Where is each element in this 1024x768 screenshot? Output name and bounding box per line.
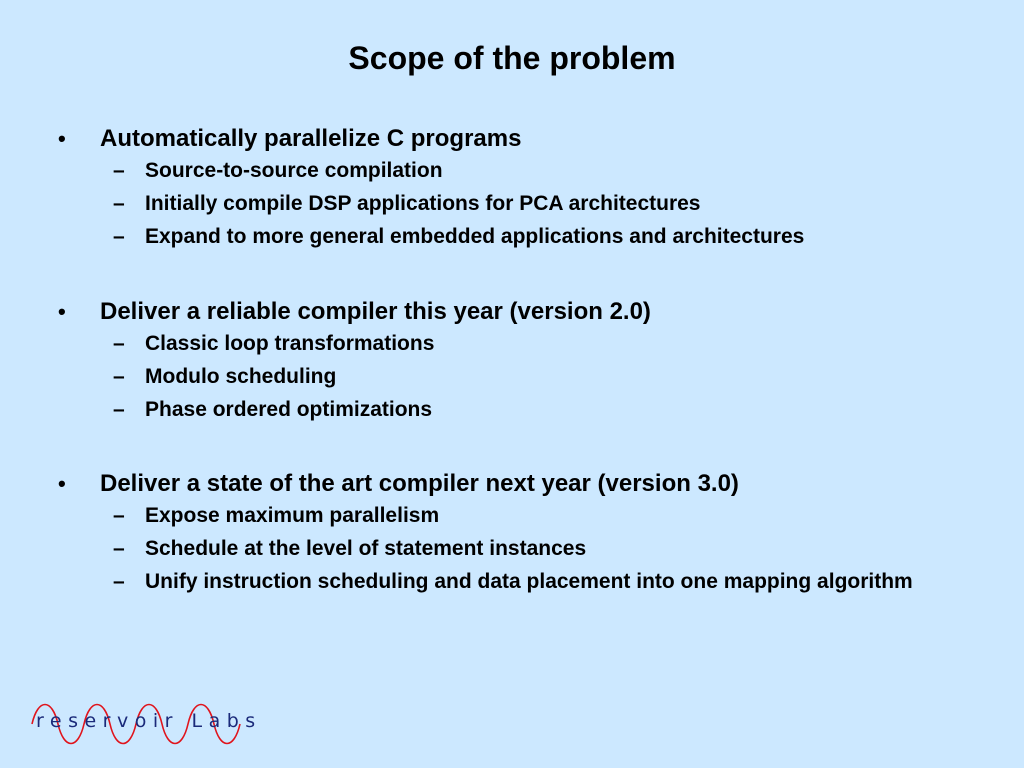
sub-bullet-marker: – — [113, 398, 125, 421]
sub-bullet-marker: – — [113, 537, 125, 560]
sub-bullet-item — [58, 157, 998, 184]
sub-bullet-marker: – — [113, 192, 125, 215]
sub-bullet-text: Source-to-source compilation — [145, 159, 443, 182]
sub-bullet-item — [58, 396, 998, 423]
sub-bullet-marker: – — [113, 225, 125, 248]
sub-bullet-list — [58, 157, 998, 250]
sub-bullet-marker: – — [113, 504, 125, 527]
logo-text: reservoir Labs — [36, 710, 262, 732]
sub-bullet-marker: – — [113, 332, 125, 355]
sub-bullet-text: Classic loop transformations — [145, 332, 435, 355]
sub-bullet-list — [58, 330, 998, 423]
sub-bullet-text: Initially compile DSP applications for PCA architectures — [145, 192, 701, 215]
sub-bullet-item — [58, 190, 998, 217]
bullet-marker: • — [58, 471, 66, 496]
sub-bullet-item — [58, 363, 998, 390]
sub-bullet-text: Schedule at the level of statement instances — [145, 537, 587, 560]
sub-bullet-text: Phase ordered optimizations — [145, 398, 433, 421]
sub-bullet-marker: – — [113, 365, 125, 388]
sub-bullet-text: Expand to more general embedded applications and architectures — [145, 225, 805, 248]
bullet-marker: • — [58, 299, 66, 324]
sub-bullet-item — [58, 568, 998, 595]
sub-bullet-list — [58, 502, 998, 595]
bullet-item — [58, 297, 998, 429]
bullet-item — [58, 469, 998, 601]
slide-title: Scope of the problem — [348, 40, 676, 76]
bullet-text: Deliver a reliable compiler this year (version 2.0) — [100, 298, 651, 325]
sub-bullet-text: Expose maximum parallelism — [145, 504, 440, 527]
sub-bullet-text: Modulo scheduling — [145, 365, 337, 388]
sub-bullet-item — [58, 535, 998, 562]
sub-bullet-item — [58, 223, 998, 250]
sub-bullet-item — [58, 502, 998, 529]
bullet-text: Deliver a state of the art compiler next year (version 3.0) — [100, 470, 739, 497]
reservoir-labs-logo — [30, 694, 260, 754]
bullet-text: Automatically parallelize C programs — [100, 125, 522, 152]
sub-bullet-marker: – — [113, 570, 125, 593]
sub-bullet-text: Unify instruction scheduling and data placement into one mapping algorithm — [145, 570, 913, 593]
bullet-item — [58, 124, 998, 256]
sub-bullet-marker: – — [113, 159, 125, 182]
sub-bullet-item — [58, 330, 998, 357]
bullet-marker: • — [58, 126, 66, 151]
